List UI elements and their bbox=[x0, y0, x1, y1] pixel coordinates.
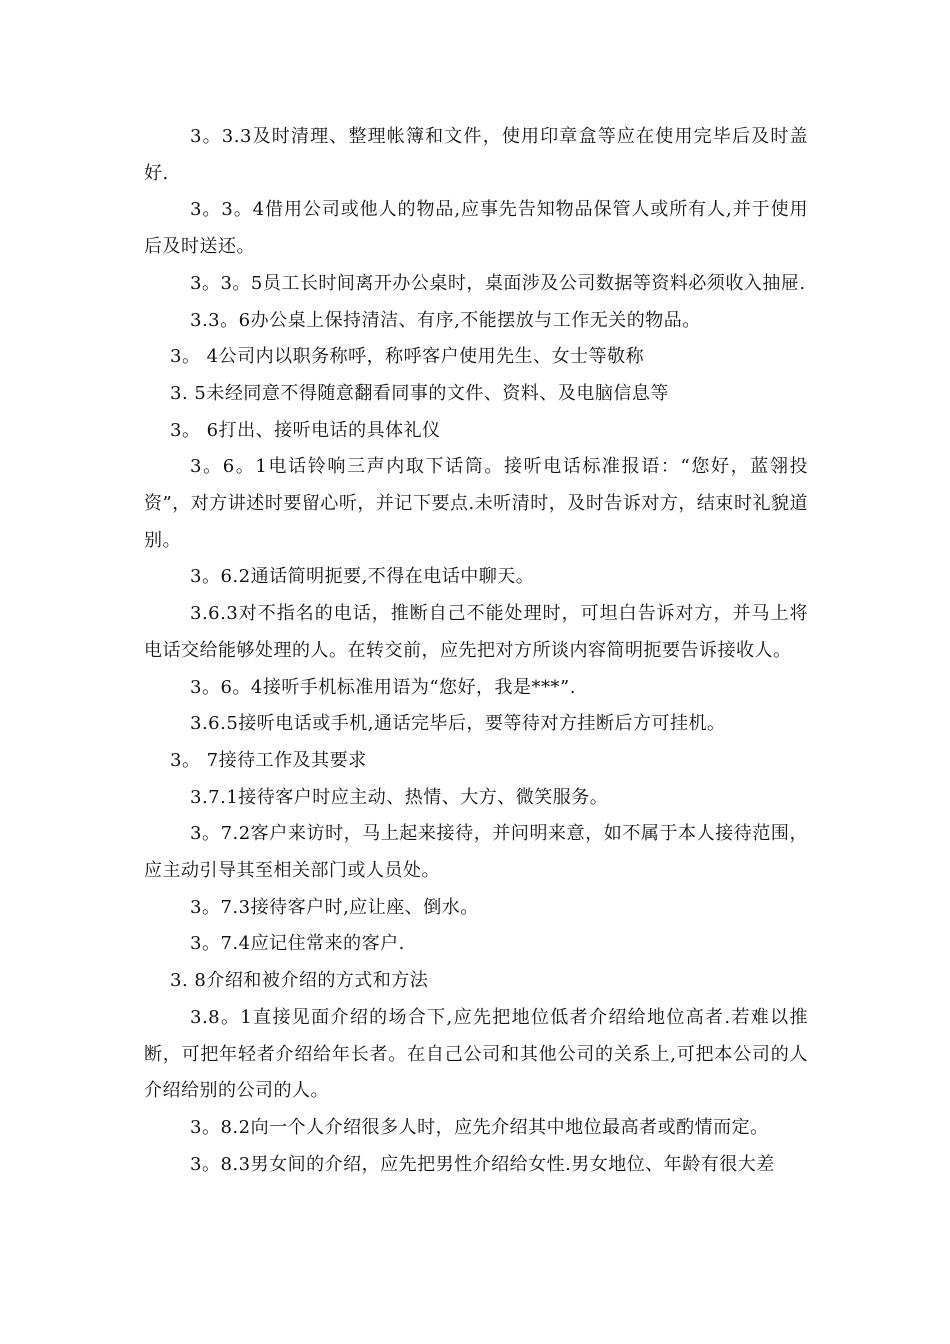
paragraph-3-3-4: 3。3。4借用公司或他人的物品,应事先告知物品保管人或所有人,并于使用后及时送还。 bbox=[144, 199, 808, 258]
paragraph-3-6-2: 3。6.2通话简明扼要,不得在电话中聊天。 bbox=[190, 566, 535, 588]
section-heading-3-7: 3。 7接待工作及其要求 bbox=[170, 749, 367, 771]
paragraph-3-7-2: 3。7.2客户来访时，马上起来接待，并问明来意，如不属于本人接待范围，应主动引导其至相关部门或人员处。 bbox=[144, 823, 808, 882]
paragraph-3-3-6: 3.3。6办公桌上保持清洁、有序,不能摆放与工作无关的物品。 bbox=[190, 309, 701, 331]
section-heading-3-6: 3。 6打出、接听电话的具体礼仪 bbox=[170, 419, 441, 441]
section-heading-3-4: 3。 4公司内以职务称呼，称呼客户使用先生、女士等敬称 bbox=[170, 346, 645, 368]
paragraph-3-6-4: 3。6。4接听手机标准用语为“您好，我是***”. bbox=[190, 676, 576, 698]
paragraph-3-7-3: 3。7.3接待客户时,应让座、倒水。 bbox=[190, 896, 479, 918]
paragraph-3-6-5: 3.6.5接听电话或手机,通话完毕后，要等待对方挂断后方可挂机。 bbox=[190, 713, 726, 735]
paragraph-3-8-2: 3。8.2向一个人介绍很多人时，应先介绍其中地位最高者或酌情而定。 bbox=[190, 1116, 769, 1138]
paragraph-3-7-4: 3。7.4应记住常来的客户. bbox=[190, 933, 405, 955]
paragraph-3-7-1: 3.7.1接待客户时应主动、热情、大方、微笑服务。 bbox=[190, 786, 609, 808]
paragraph-3-8-3: 3。8.3男女间的介绍，应先把男性介绍给女性.男女地位、年龄有很大差 bbox=[190, 1153, 775, 1175]
paragraph-3-6-3: 3.6.3对不指名的电话，推断自己不能处理时，可坦白告诉对方，并马上将电话交给能够处理的人。在转交前，应先把对方所谈内容简明扼要告诉接收人。 bbox=[144, 603, 808, 661]
section-heading-3-8: 3. 8介绍和被介绍的方式和方法 bbox=[170, 970, 429, 992]
paragraph-3-8-1: 3.8。1直接见面介绍的场合下,应先把地位低者介绍给地位高者.若难以推断，可把年轻者介绍给年长者。在自己公司和其他公司的关系上,可把本公司的人介绍给别的公司的人。 bbox=[144, 1006, 808, 1102]
paragraph-3-3-5: 3。3。5员工长时间离开办公桌时，桌面涉及公司数据等资料必须收入抽屉. bbox=[190, 272, 806, 294]
paragraph-3-3-3: 3。3.3及时清理、整理帐簿和文件，使用印章盒等应在使用完毕后及时盖好. bbox=[144, 126, 808, 184]
section-heading-3-5: 3. 5未经同意不得随意翻看同事的文件、资料、及电脑信息等 bbox=[170, 382, 669, 404]
document-body bbox=[144, 119, 808, 1183]
paragraph-3-6-1: 3。6。1电话铃响三声内取下话筒。接听电话标准报语：“您好，蓝翎投资”，对方讲述时要留心听，并记下要点.未听清时，及时告诉对方，结束时礼貌道别。 bbox=[144, 456, 808, 551]
